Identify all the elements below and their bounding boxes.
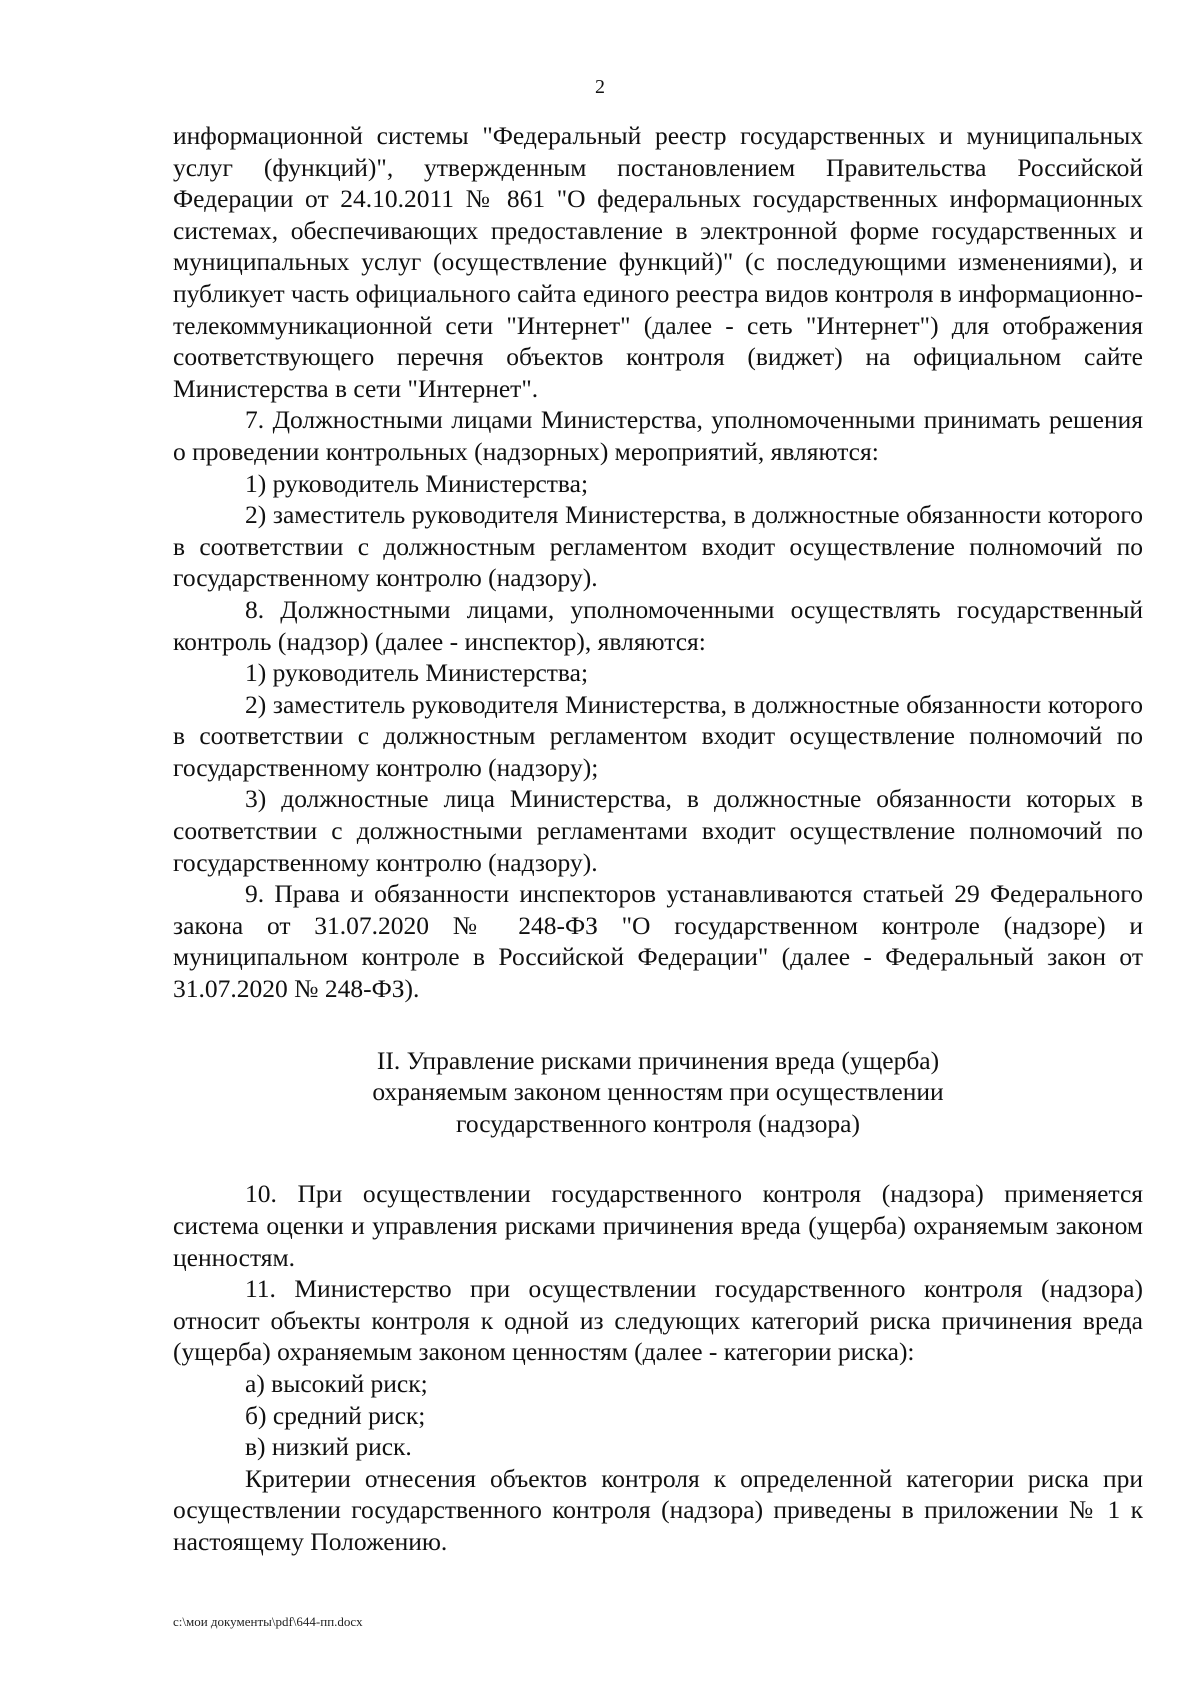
paragraph-10: 10. При осуществлении государственного контроля (надзора) применяется система оценки и управления рисками причинения вреда (ущерба) охраняемым законом ценностям.	[173, 1179, 1143, 1272]
paragraph-11: 11. Министерство при осуществлении государственного контроля (надзора) относит объекты контроля к одной из следующих категорий риска причинения вреда (ущерба) охраняемым законом ценностям (далее - категории риска):	[173, 1274, 1143, 1367]
paragraph-9: 9. Права и обязанности инспекторов устанавливаются статьей 29 Федерального закона от 31.07.2020 № 248-ФЗ "О государственном контроле (надзоре) и муниципальном контроле в Российской Федерации" (далее - Федеральный закон от 31.07.2020 № 248-ФЗ).	[173, 879, 1143, 1004]
footer-file-path: c:\мои документы\pdf\644-пп.docx	[173, 1614, 363, 1629]
section-heading-line-3: государственного контроля (надзора)	[456, 1108, 860, 1138]
paragraph-7-item-1: 1) руководитель Министерства;	[245, 468, 589, 498]
paragraph-8-item-3: 3) должностные лица Министерства, в должностные обязанности которых в соответствии с должностными регламентами входит осуществление полномочий по государственному контролю (надзору).	[173, 784, 1143, 877]
paragraph-criteria: Критерии отнесения объектов контроля к определенной категории риска при осуществлении государственного контроля (надзора) приведены в приложении № 1 к настоящему Положению.	[173, 1463, 1143, 1556]
paragraph-8-item-2: 2) заместитель руководителя Министерства, в должностные обязанности которого в соответствии с должностным регламентом входит осуществление полномочий по государственному контролю (надзору);	[173, 689, 1143, 782]
document-body	[173, 120, 1143, 1558]
section-heading-line-2: охраняемым законом ценностям при осуществлении	[372, 1077, 944, 1107]
paragraph-8-item-1: 1) руководитель Министерства;	[245, 658, 589, 688]
section-heading	[173, 1045, 1143, 1140]
paragraph-7: 7. Должностными лицами Министерства, уполномоченными принимать решения о проведении контрольных (надзорных) мероприятий, являются:	[173, 405, 1143, 466]
section-heading-line-1: II. Управление рисками причинения вреда (ущерба)	[376, 1045, 940, 1075]
page-number: 2	[595, 76, 605, 98]
paragraph-7-item-2: 2) заместитель руководителя Министерства, в должностные обязанности которого в соответствии с должностным регламентом входит осуществление полномочий по государственному контролю (надзору).	[173, 500, 1143, 593]
paragraph-8: 8. Должностными лицами, уполномоченными осуществлять государственный контроль (надзор) (далее - инспектор), являются:	[173, 594, 1143, 656]
paragraph-11-item-c: в) низкий риск.	[245, 1432, 412, 1462]
paragraph-11-item-b: б) средний риск;	[245, 1400, 426, 1430]
paragraph-11-item-a: а) высокий риск;	[245, 1368, 428, 1398]
paragraph-continuation: информационной системы "Федеральный реестр государственных и муниципальных услуг (функций)", утвержденным постановлением Правительства Российской Федерации от 24.10.2011 № 861 "О федеральных государственных информационных системах, обеспечивающих предоставление в электронной форме государственных и муниципальных услуг (осуществление функций)" (с последующими изменениями), и публикует часть официального сайта единого реестра видов контроля в информационно-телекоммуникационной сети "Интернет" (далее - сеть "Интернет") для отображения соответствующего перечня объектов контроля (виджет) на официальном сайте Министерства в сети "Интернет".	[173, 121, 1144, 403]
